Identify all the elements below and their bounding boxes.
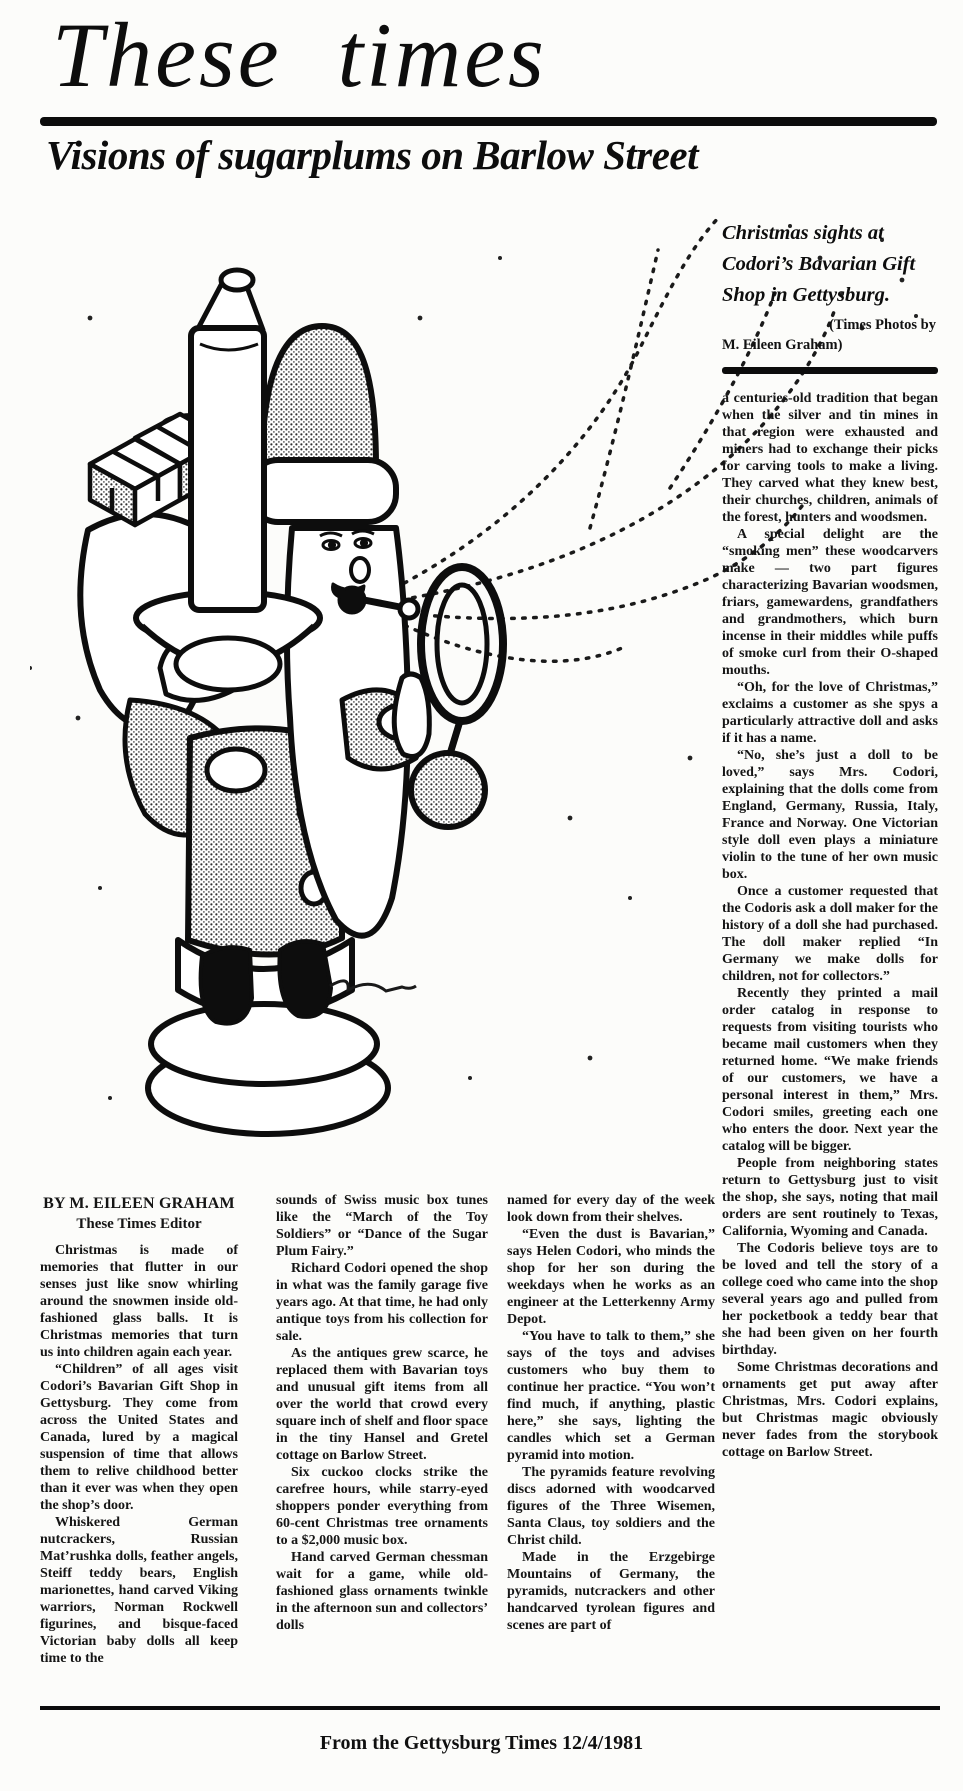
paragraph: Once a customer requested that the Codoris ask a doll maker for the history of a doll she had purchased. The doll maker replied “In Germany we make dolls for children, not for collectors.” — [722, 884, 938, 984]
column-3 — [507, 1192, 715, 1634]
paragraph: “No, she’s just a doll to be loved,” says Mrs. Codori, explaining that the dolls come from England, Germany, Russia, Italy, France and Norway. One Victorian style doll even plays a miniature violin to the tune of her own music box. — [722, 748, 938, 882]
ring-outer — [421, 567, 503, 721]
paragraph: Whiskered German nutcrackers, Russian Mat’rushka dolls, feather angels, Steiff teddy bears, English marionettes, hand carved Viking warriors, Norman Rockwell figurines, and bisque-faced Victorian baby dolls all keep time to the — [40, 1515, 238, 1666]
left-mitt — [207, 749, 265, 791]
right-column — [722, 218, 938, 1648]
hat-band — [250, 460, 396, 522]
paragraph: The pyramids feature revolving discs adorned with woodcarved figures of the Three Wisemen, Santa Claus, toy soldiers and the Christ child. — [507, 1465, 715, 1548]
bottom-rule — [40, 1706, 940, 1710]
right-column-body — [722, 390, 938, 1648]
ring-strap — [450, 721, 460, 754]
source-attribution: From the Gettysburg Times 12/4/1981 — [319, 1732, 644, 1754]
photo-credit — [722, 315, 938, 355]
left-boot — [201, 947, 252, 1024]
byline-author: BY M. EILEEN GRAHAM — [43, 1195, 235, 1212]
paragraph: named for every day of the week look down from their shelves. — [507, 1193, 715, 1225]
paragraph: A special delight are the “smoking men” these woodcarvers make — two part figures characterizing Bavarian woodsmen, friars, gamewardens, grandfathers and grandmothers, which burn incense in their middles while puffs of smoke curl from their O-shaped mouths. — [722, 527, 938, 678]
paragraph: The Codoris believe toys are to be loved and tell the story of a college coed who came into the shop several years ago and pulled from her pocketbook a teddy bear that she had been given on her fourth birthday. — [722, 1241, 938, 1358]
bottom-columns — [40, 1192, 720, 1700]
byline-role: These Times Editor — [76, 1216, 202, 1232]
paragraph: Richard Codori opened the shop in what was the family garage five years ago. At that time, he had only antique toys from his collection for sale. — [276, 1261, 488, 1344]
paragraph: sounds of Swiss music box tunes like the “March of the Toy Soldiers” or “Dance of the Sugar Plum Fairy.” — [276, 1193, 488, 1259]
photo-credit-line2: M. Eileen Graham) — [722, 337, 843, 353]
paragraph: “Even the dust is Bavarian,” says Helen Codori, who minds the shop for her son during the weekdays when he works as an engineer at the Letterkenny Army Depot. — [507, 1227, 715, 1327]
pipe-bowl — [400, 600, 418, 618]
candle-tip — [221, 270, 253, 290]
paragraph: a centuries-old tradition that began when the silver and tin mines in that region were exhausted and miners had to exchange their picks for carving tools to make a living. They carved what they knew best, their churches, children, animals of the forest, hunters and woodsmen. — [722, 391, 938, 525]
column-1 — [40, 1192, 238, 1667]
ring-inner — [437, 585, 487, 703]
santa-figure — [80, 270, 503, 1134]
paragraph: “Oh, for the love of Christmas,” exclaims a customer as she spys a particularly attractive doll and asks if it has a name. — [722, 680, 938, 746]
article-headline: Visions of sugarplums on Barlow Street — [46, 132, 699, 178]
o-shaped-mouth — [339, 587, 365, 613]
paragraph: Some Christmas decorations and ornaments get put away after Christmas, Mrs. Codori explains, but Christmas magic obviously never fades from the storybook cottage on Barlow Street. — [722, 1360, 938, 1460]
base-upper-disc — [151, 1004, 377, 1084]
paragraph: Christmas is made of memories that flutter in our senses just like snow whirling around the snowmen inside old-fashioned glass balls. It is Christmas memories that turn us into children again each year. — [40, 1243, 238, 1360]
masthead-rule — [40, 117, 937, 126]
right-boot — [279, 941, 331, 1017]
caption-rule — [722, 367, 938, 374]
photo-credit-line1: (Times Photos by — [829, 317, 936, 333]
paragraph: Six cuckoo clocks strike the carefree hours, while starry-eyed shoppers ponder everything from 60-cent Christmas tree ornaments to a $2,000 music box. — [276, 1465, 488, 1548]
photo-caption: Christmas sights at Codori’s Bavarian Gift Shop in Gettysburg. — [722, 222, 916, 306]
byline — [40, 1194, 238, 1234]
column-2 — [276, 1192, 488, 1634]
candle-body — [191, 328, 264, 610]
paragraph: “Children” of all ages visit Codori’s Bavarian Gift Shop in Gettysburg. They come from across the United States and Canada, lured by a magical suspension of time that allows them to relive childhood better than it ever was when they open the shop’s door. — [40, 1362, 238, 1513]
ball-ornament — [411, 753, 485, 827]
paragraph: As the antiques grew scarce, he replaced them with Bavarian toys and unusual gift items from all over the world that crowd every square inch of shelf and floor space in the tiny Hansel and Gretel cottage on Barlow Street. — [276, 1346, 488, 1463]
candle-holder-drip — [176, 638, 280, 690]
masthead-title: These times — [52, 4, 547, 106]
paragraph: “You have to talk to them,” she says of the toys and advises customers who buy them to continue her practice. “You won’t find much, if anything, plastic here,” she says, lighting the candles which set a German pyramid into motion. — [507, 1329, 715, 1463]
paragraph: Hand carved German chessman wait for a game, while old-fashioned glass ornaments twinkle in the afternoon sun and collectors’ dolls — [276, 1550, 488, 1633]
santa-hat — [262, 326, 376, 470]
paragraph: Recently they printed a mail order catalog in response to requests from visiting tourists who became mail customers when they returned home. “We make friends of our customers, we have a personal interest in them,” Mrs. Codori smiles, greeting each one who enters the door. Next year the catalog will be bigger. — [722, 986, 938, 1154]
paragraph: People from neighboring states return to Gettysburg just to visit the shop, she says, noting that mail orders are sent routinely to Texas, California, Wyoming and Canada. — [722, 1156, 938, 1239]
paragraph: Made in the Erzgebirge Mountains of Germany, the pyramids, nutcrackers and other handcarved tyrolean figures and scenes are part of — [507, 1550, 715, 1633]
